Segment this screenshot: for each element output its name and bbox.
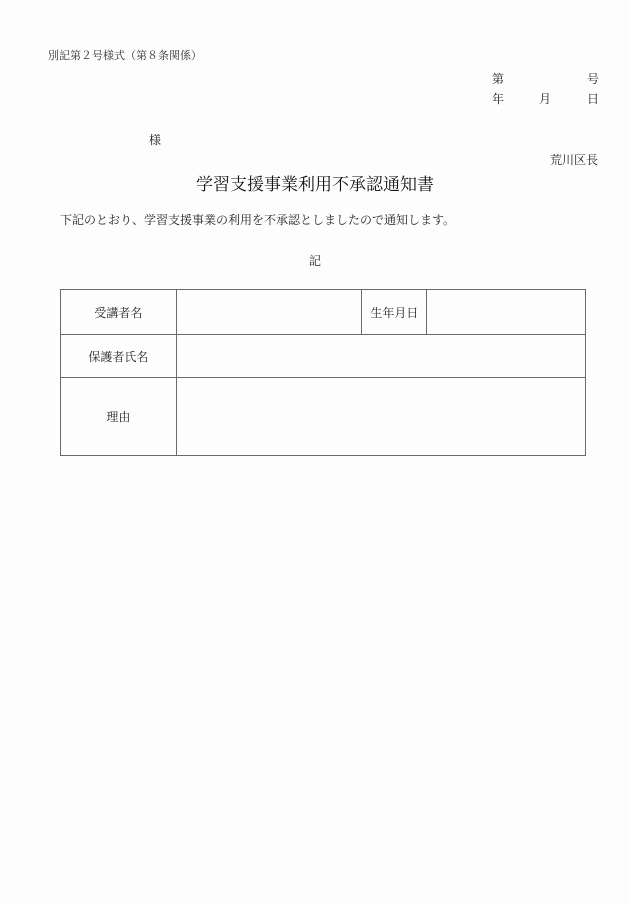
guardian-name-label: 保護者氏名 [61, 335, 177, 378]
document-title: 学習支援事業利用不承認通知書 [196, 175, 434, 195]
table-row [61, 378, 586, 456]
birthdate-field[interactable] [427, 290, 586, 335]
notice-table [60, 289, 586, 456]
reason-field[interactable] [176, 378, 585, 456]
date-day: 日 [587, 92, 600, 106]
table-row [61, 290, 586, 335]
guardian-name-field[interactable] [176, 335, 585, 378]
ki-heading: 記 [308, 254, 321, 268]
body-text: 下記のとおり、学習支援事業の利用を不承認としましたので通知します。 [60, 213, 456, 227]
addressee-suffix: 様 [149, 133, 162, 147]
issuer: 荒川区長 [549, 153, 598, 167]
form-label: 別記第２号様式（第８条関係） [48, 49, 202, 62]
reason-label: 理由 [61, 378, 177, 456]
student-name-field[interactable] [176, 290, 362, 335]
number-prefix: 第 [492, 72, 505, 86]
number-suffix: 号 [587, 72, 600, 86]
date-month: 月 [539, 92, 552, 106]
birthdate-label: 生年月日 [362, 290, 427, 335]
table-row [61, 335, 586, 378]
student-name-label: 受講者名 [61, 290, 177, 335]
date-year: 年 [492, 92, 505, 106]
